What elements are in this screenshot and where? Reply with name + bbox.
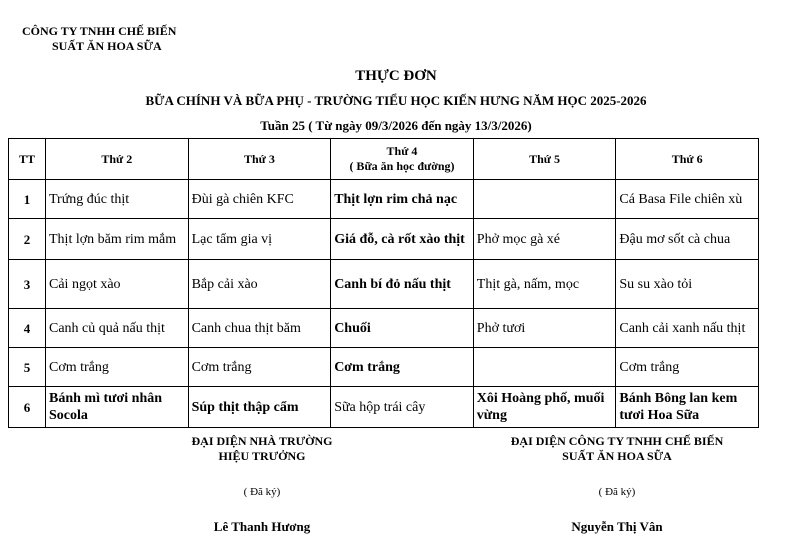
menu-table xyxy=(8,138,759,428)
table-row xyxy=(9,387,759,428)
cell-thu6: Canh cải xanh nấu thịt xyxy=(616,309,759,348)
table-row xyxy=(9,260,759,309)
header-tt: TT xyxy=(9,139,46,180)
signature-school-name: Lê Thanh Hương xyxy=(213,519,311,534)
signature-company xyxy=(487,434,747,535)
cell-tt: 5 xyxy=(9,348,46,387)
signature-school xyxy=(132,434,392,535)
company-name-line1: CÔNG TY TNHH CHẾ BIẾN xyxy=(22,24,177,38)
cell-thu5 xyxy=(473,348,616,387)
header-thu5: Thứ 5 xyxy=(473,139,616,180)
cell-tt: 3 xyxy=(9,260,46,309)
signature-company-title: ĐẠI DIỆN CÔNG TY TNHH CHẾ BIẾN xyxy=(510,434,724,448)
cell-thu3: Cơm trắng xyxy=(188,348,331,387)
cell-thu3: Súp thịt thập cẩm xyxy=(188,387,331,428)
cell-thu4: Chuối xyxy=(331,309,474,348)
cell-thu2: Trứng đúc thịt xyxy=(46,180,189,219)
week-range: Tuần 25 ( Từ ngày 09/3/2026 đến ngày 13/3/2026) xyxy=(260,118,532,133)
signature-school-role: HIỆU TRƯỞNG xyxy=(218,449,306,463)
header-thu4 xyxy=(331,139,474,180)
cell-thu2: Cơm trắng xyxy=(46,348,189,387)
cell-thu5: Phở tươi xyxy=(473,309,616,348)
cell-thu4: Giá đỗ, cà rốt xào thịt xyxy=(331,219,474,260)
header-thu4-note: ( Bữa ăn học đường) xyxy=(349,159,455,173)
cell-thu3: Lạc tẩm gia vị xyxy=(188,219,331,260)
document-subtitle: BỮA CHÍNH VÀ BỮA PHỤ - TRƯỜNG TIỂU HỌC KIẾN HƯNG NĂM HỌC 2025-2026 xyxy=(145,93,647,108)
cell-thu6: Bánh Bông lan kem tươi Hoa Sữa xyxy=(616,387,759,428)
cell-thu2: Thịt lợn băm rim mắm xyxy=(46,219,189,260)
cell-thu5: Phở mọc gà xé xyxy=(473,219,616,260)
cell-thu4: Cơm trắng xyxy=(331,348,474,387)
cell-thu6: Cơm trắng xyxy=(616,348,759,387)
document-title: THỰC ĐƠN xyxy=(355,68,437,84)
header-thu3: Thứ 3 xyxy=(188,139,331,180)
cell-thu6: Su su xào tỏi xyxy=(616,260,759,309)
cell-thu6: Đậu mơ sốt cà chua xyxy=(616,219,759,260)
table-row xyxy=(9,180,759,219)
cell-thu2: Canh củ quả nấu thịt xyxy=(46,309,189,348)
signature-company-name: Nguyễn Thị Vân xyxy=(571,519,663,534)
cell-thu3: Canh chua thịt băm xyxy=(188,309,331,348)
header-thu2: Thứ 2 xyxy=(46,139,189,180)
header-thu4-label: Thứ 4 xyxy=(386,144,418,158)
header-thu6: Thứ 6 xyxy=(616,139,759,180)
signature-school-title: ĐẠI DIỆN NHÀ TRƯỜNG xyxy=(191,434,333,448)
cell-thu4: Sữa hộp trái cây xyxy=(331,387,474,428)
cell-thu2: Cải ngọt xào xyxy=(46,260,189,309)
cell-thu5: Xôi Hoàng phố, muối vừng xyxy=(473,387,616,428)
company-header xyxy=(22,24,176,54)
cell-thu6: Cá Basa File chiên xù xyxy=(616,180,759,219)
header-row xyxy=(9,139,759,180)
cell-tt: 6 xyxy=(9,387,46,428)
signature-company-role: SUẤT ĂN HOA SỮA xyxy=(562,449,672,463)
company-name-line2: SUẤT ĂN HOA SỮA xyxy=(52,39,162,53)
signature-school-signed: ( Đã ký) xyxy=(243,486,281,498)
cell-thu2: Bánh mì tươi nhân Socola xyxy=(46,387,189,428)
cell-tt: 4 xyxy=(9,309,46,348)
cell-thu3: Đùi gà chiên KFC xyxy=(188,180,331,219)
cell-thu3: Bắp cải xào xyxy=(188,260,331,309)
cell-thu5: Thịt gà, nấm, mọc xyxy=(473,260,616,309)
table-row xyxy=(9,348,759,387)
signature-company-signed: ( Đã ký) xyxy=(598,486,636,498)
cell-thu4: Thịt lợn rim chả nạc xyxy=(331,180,474,219)
cell-tt: 2 xyxy=(9,219,46,260)
cell-thu5 xyxy=(473,180,616,219)
cell-thu4: Canh bí đỏ nấu thịt xyxy=(331,260,474,309)
table-row xyxy=(9,219,759,260)
cell-tt: 1 xyxy=(9,180,46,219)
table-row xyxy=(9,309,759,348)
